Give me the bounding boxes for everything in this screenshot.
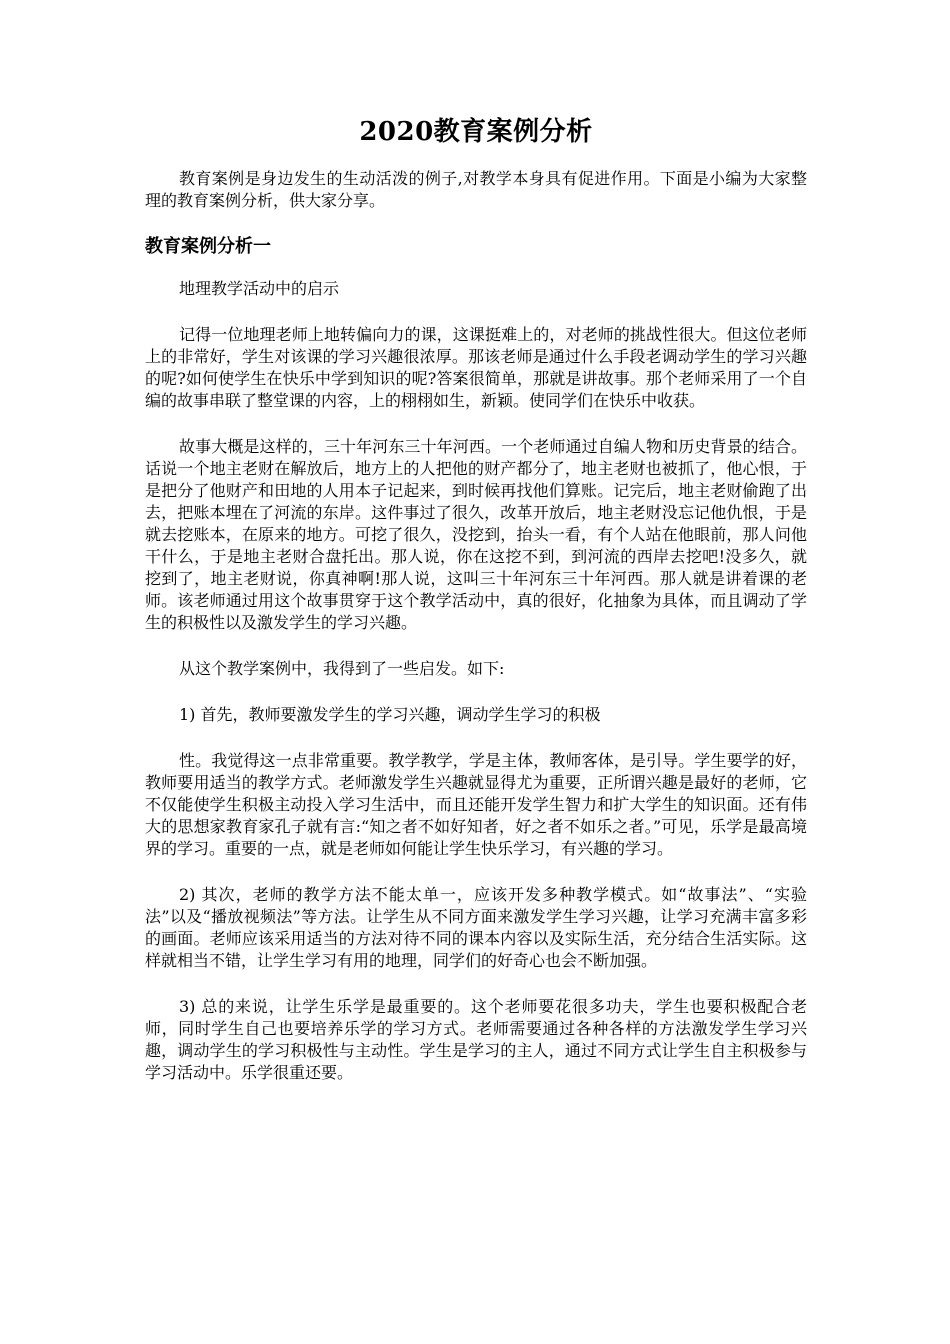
- body-paragraph: 性。我觉得这一点非常重要。教学教学，学是主体，教师客体，是引导。学生要学的好，教师要用适当的教学方式。老师激发学生兴趣就显得尤为重要，正所谓兴趣是最好的老师，它不仅能使学生积极主动投入学习生活中，而且还能开发学生智力和扩大学生的知识面。还有伟大的思想家教育家孔子就有言:“知之者不如好知者，好之者不如乐之者。”可见，乐学是最高境界的学习。重要的一点，就是老师如何能让学生快乐学习，有兴趣的学习。: [145, 751, 807, 858]
- intro-paragraph: 教育案例是身边发生的生动活泼的例子,对教学本身具有促进作用。下面是小编为大家整理的教育案例分析，供大家分享。: [145, 169, 807, 210]
- section-heading: 教育案例分析一: [145, 236, 271, 257]
- list-item-paragraph: 3) 总的来说，让学生乐学是最重要的。这个老师要花很多功夫，学生也要积极配合老师，同时学生自己也要培养乐学的学习方式。老师需要通过各种各样的方法激发学生学习兴趣，调动学生的学习积极性与主动性。学生是学习的主人，通过不同方式让学生自主积极参与学习活动中。乐学很重还要。: [145, 997, 807, 1082]
- case-subtitle: 地理教学活动中的启示: [179, 279, 340, 298]
- list-item-paragraph: 2) 其次，老师的教学方法不能太单一，应该开发多种教学模式。如“故事法”、“实验法”以及“播放视频法”等方法。让学生从不同方面来激发学生学习兴趣，让学习充满丰富多彩的画面。老师应该采用适当的方法对待不同的课本内容以及实际生活，充分结合生活实际。这样就相当不错，让学生学习有用的地理，同学们的好奇心也会不断加强。: [145, 885, 807, 970]
- document-title: 2020教育案例分析: [359, 117, 593, 147]
- document-page: [145, 112, 807, 1084]
- body-paragraph: 故事大概是这样的，三十年河东三十年河西。一个老师通过自编人物和历史背景的结合。话说一个地主老财在解放后，地方上的人把他的财产都分了，地主老财也被抓了，他心恨，于是把分了他财产和田地的人用本子记起来，到时候再找他们算账。记完后，地主老财偷跑了出去，把账本埋在了河流的东岸。这件事过了很久，改革开放后，地主老财没忘记他仇恨，于是就去挖账本，在原来的地方。可挖了很久，没挖到，抬头一看，有个人站在他眼前，那人问他干什么，于是地主老财合盘托出。那人说，你在这挖不到，到河流的西岸去挖吧!没多久，就挖到了，地主老财说，你真神啊!那人说，这叫三十年河东三十年河西。那人就是讲着课的老师。该老师通过用这个故事贯穿于这个教学活动中，真的很好，化抽象为具体，而且调动了学生的积极性以及激发学生的学习兴趣。: [145, 437, 807, 632]
- list-item-paragraph: 1) 首先，教师要激发学生的学习兴趣，调动学生学习的积极: [179, 705, 601, 724]
- body-paragraph: 记得一位地理老师上地转偏向力的课，这课挺难上的，对老师的挑战性很大。但这位老师上的非常好，学生对该课的学习兴趣很浓厚。那该老师是通过什么手段老调动学生的学习兴趣的呢?如何使学生在快乐中学到知识的呢?答案很简单，那就是讲故事。那个老师采用了一个自编的故事串联了整堂课的内容，上的栩栩如生，新颖。使同学们在快乐中收获。: [145, 325, 807, 410]
- body-paragraph: 从这个教学案例中，我得到了一些启发。如下:: [179, 659, 505, 678]
